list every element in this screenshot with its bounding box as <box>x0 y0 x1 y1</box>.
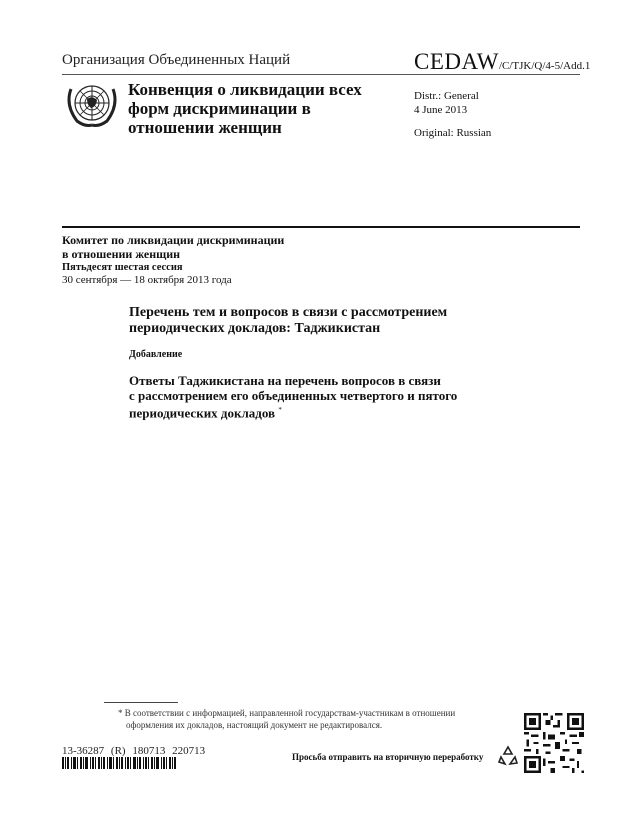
convention-title <box>128 80 388 137</box>
document-title-line: Перечень тем и вопросов в связи с рассмотрением <box>129 305 448 320</box>
convention-title-line: отношении женщин <box>128 118 282 137</box>
barcode-icon <box>62 757 177 769</box>
convention-title-line: Конвенция о ликвидации всех <box>128 80 362 99</box>
document-number: 13-36287 (R) <box>62 745 126 757</box>
footnote-reference[interactable]: * <box>278 406 282 414</box>
organization-name: Организация Объединенных Наций <box>62 52 291 68</box>
footnote-line: оформления их докладов, настоящий документ не редактировался. <box>126 720 383 730</box>
un-emblem-icon <box>63 79 121 129</box>
document-symbol <box>414 49 590 75</box>
issue-date: 4 June 2013 <box>414 104 468 116</box>
document-symbol-suffix: /C/TJK/Q/4-5/Add.1 <box>498 60 591 72</box>
document-number-line <box>62 745 205 757</box>
document-subtitle <box>129 373 489 420</box>
footnote-divider <box>104 702 178 703</box>
session-dates: 30 сентября — 18 октября 2013 года <box>62 274 232 286</box>
section-divider <box>62 226 580 228</box>
document-symbol-main: CEDAW <box>414 49 499 74</box>
committee-name-line: Комитет по ликвидации дискриминации <box>62 233 285 247</box>
document-subtitle-line: периодических докладов <box>129 405 276 421</box>
convention-title-line: форм дискриминации в <box>128 99 311 118</box>
distribution-block <box>414 89 479 117</box>
committee-name <box>62 233 284 261</box>
original-language: Original: Russian <box>414 127 492 139</box>
document-title <box>129 305 489 337</box>
qr-code-icon <box>524 712 584 774</box>
document-title-line: периодических докладов: Таджикистан <box>129 321 381 336</box>
footnote-line: В соответствии с информацией, направленной государствам-участникам в отношении <box>124 708 456 718</box>
distribution: Distr.: General <box>414 90 479 102</box>
document-subtitle-line: Ответы Таджикистана на перечень вопросов в связи <box>129 373 441 388</box>
code-1: 180713 <box>132 745 166 757</box>
footnote <box>118 707 498 731</box>
session: Пятьдесят шестая сессия <box>62 262 183 273</box>
footnote-marker: * <box>118 708 123 718</box>
document-subtitle-line: с рассмотрением его объединенных четвертого и пятого <box>129 388 458 403</box>
recycle-notice: Просьба отправить на вторичную переработку <box>292 752 484 762</box>
header-divider <box>62 74 580 75</box>
addendum-label: Добавление <box>129 349 183 360</box>
code-2: 220713 <box>172 745 206 757</box>
recycle-icon <box>497 744 519 766</box>
committee-name-line: в отношении женщин <box>62 247 181 261</box>
